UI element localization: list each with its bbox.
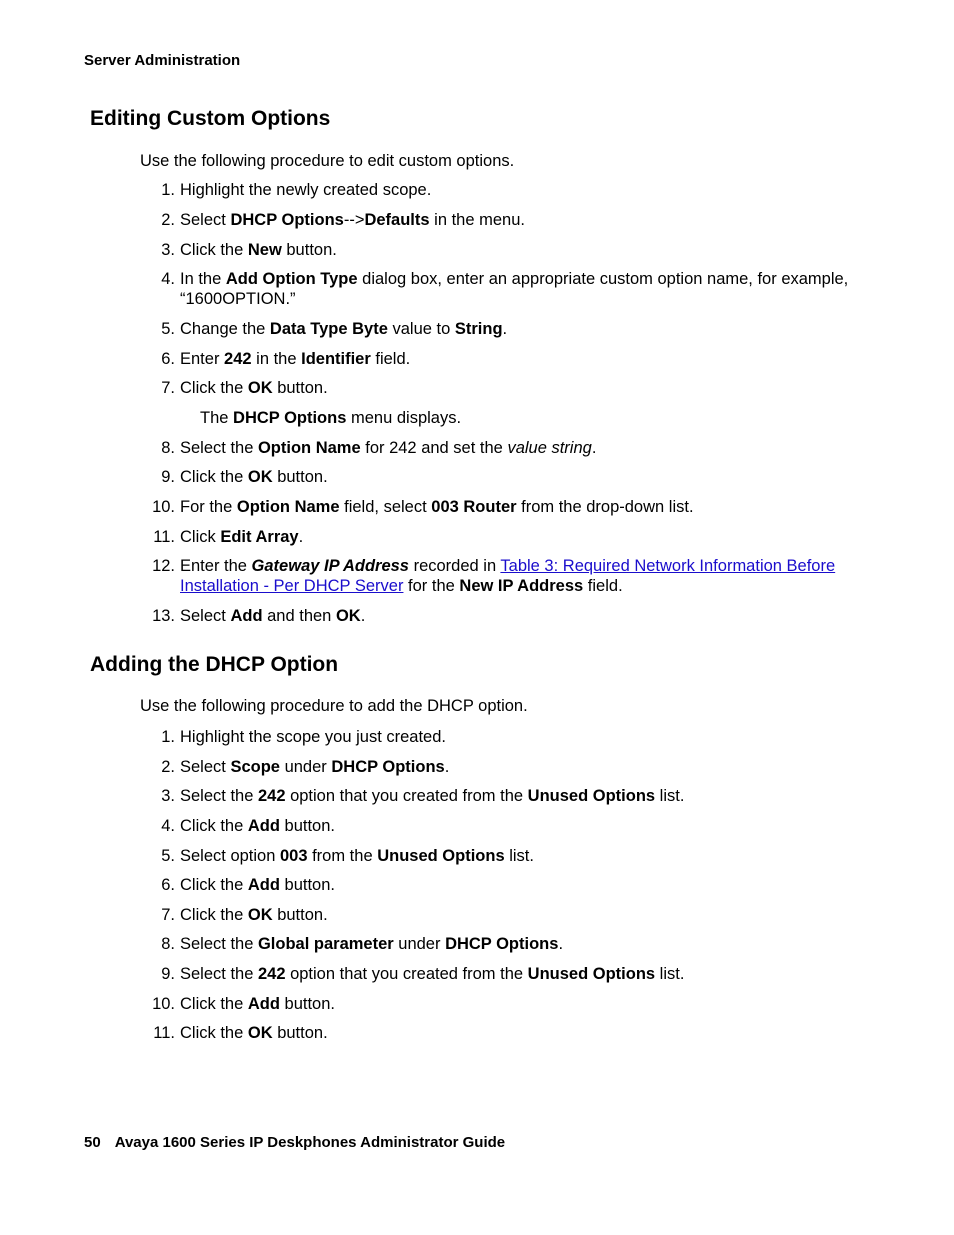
text-run: Select the <box>180 935 258 953</box>
text-run: . <box>298 528 304 546</box>
text-run: button. <box>281 241 337 259</box>
step-text <box>180 438 880 458</box>
bold-term: OK <box>247 1024 273 1042</box>
bold-term: OK <box>247 468 273 486</box>
text-run: Enter <box>180 350 225 368</box>
bold-term: OK <box>335 607 361 625</box>
step-number: 10. <box>152 995 175 1013</box>
bold-term: Scope <box>230 758 280 776</box>
text-run: --> <box>343 211 365 229</box>
step-text <box>180 846 880 866</box>
step-text <box>180 727 880 747</box>
text-run: value to <box>387 320 455 338</box>
text-run: Click the <box>180 379 248 397</box>
step-number: 4. <box>161 270 175 288</box>
text-run: Click the <box>180 995 248 1013</box>
text-run: Select the <box>180 965 258 983</box>
bold-term: Edit Array <box>220 528 299 546</box>
text-run: Select <box>180 607 231 625</box>
text-run: button. <box>279 876 335 894</box>
page-number: 50 <box>84 1134 101 1151</box>
page-footer <box>84 1134 505 1151</box>
text-run: field. <box>370 350 411 368</box>
text-run: Click the <box>180 906 248 924</box>
step-text <box>180 757 880 777</box>
bold-term: Identifier <box>301 350 371 368</box>
text-run: Click the <box>180 817 248 835</box>
text-run: under <box>279 758 332 776</box>
bold-term: New IP Address <box>459 577 584 595</box>
running-header: Server Administration <box>84 52 241 69</box>
text-run: menu displays. <box>346 409 462 427</box>
italic-term: value string <box>507 439 592 457</box>
step-number: 9. <box>161 468 175 486</box>
text-run: recorded in <box>408 557 501 575</box>
step-number: 13. <box>152 607 175 625</box>
text-run: list. <box>504 847 534 865</box>
text-run: field, select <box>339 498 432 516</box>
text-run: button. <box>272 906 328 924</box>
text-run: Select <box>180 758 231 776</box>
text-run: list. <box>655 965 685 983</box>
step-text <box>180 527 880 547</box>
text-run: In the <box>180 270 226 288</box>
step-number: 1. <box>161 181 175 199</box>
bold-term: New <box>247 241 282 259</box>
text-run: from the drop-down list. <box>516 498 694 516</box>
bold-term: 242 <box>257 787 286 805</box>
step-text <box>180 240 880 260</box>
bold-term: DHCP Options <box>230 211 344 229</box>
step-text <box>180 964 880 984</box>
text-run: button. <box>272 1024 328 1042</box>
bold-term: DHCP Options <box>331 758 445 776</box>
text-run: Click <box>180 528 221 546</box>
document-title: Avaya 1600 Series IP Deskphones Administrator Guide <box>114 1134 506 1151</box>
step-text <box>180 180 880 200</box>
text-run: button. <box>279 995 335 1013</box>
bold-term: DHCP Options <box>233 409 347 427</box>
step-number: 4. <box>161 817 175 835</box>
step-text <box>180 349 880 369</box>
text-run: Highlight the newly created scope. <box>180 181 432 199</box>
step-note <box>200 409 461 428</box>
bold-term: 242 <box>257 965 286 983</box>
bold-term: Unused Options <box>527 965 656 983</box>
step-number: 5. <box>161 320 175 338</box>
text-run: Select <box>180 211 231 229</box>
text-run: . <box>360 607 366 625</box>
bold-term: 003 Router <box>431 498 517 516</box>
step-number: 6. <box>161 350 175 368</box>
step-number: 8. <box>161 935 175 953</box>
bold-term: Unused Options <box>377 847 505 865</box>
text-run: list. <box>655 787 685 805</box>
step-text <box>180 905 880 925</box>
step-text <box>180 378 880 398</box>
step-text <box>180 556 880 596</box>
step-text <box>180 875 880 895</box>
text-run: Click the <box>180 468 248 486</box>
text-run: . <box>558 935 564 953</box>
bold-term: 003 <box>279 847 308 865</box>
bold-term: Add Option Type <box>225 270 358 288</box>
text-run: option that you created from the <box>285 965 528 983</box>
step-number: 7. <box>161 379 175 397</box>
step-number: 10. <box>152 498 175 516</box>
step-number: 1. <box>161 728 175 746</box>
step-text <box>180 934 880 954</box>
step-text <box>180 269 880 309</box>
text-run: . <box>444 758 450 776</box>
text-run: Click the <box>180 1024 248 1042</box>
text-run: field. <box>583 577 623 595</box>
bold-term: Global parameter <box>257 935 394 953</box>
text-run: Change the <box>180 320 270 338</box>
section-title: Adding the DHCP Option <box>90 653 339 676</box>
bold-term: DHCP Options <box>445 935 559 953</box>
text-run: and then <box>262 607 336 625</box>
step-number: 2. <box>161 758 175 776</box>
text-run: Click the <box>180 876 248 894</box>
step-text <box>180 210 880 230</box>
step-number: 8. <box>161 439 175 457</box>
bold-term: Option Name <box>257 439 361 457</box>
step-text <box>180 319 880 339</box>
step-number: 7. <box>161 906 175 924</box>
text-run: Enter the <box>180 557 252 575</box>
bold-term: OK <box>247 906 273 924</box>
text-run: option that you created from the <box>285 787 528 805</box>
step-number: 3. <box>161 241 175 259</box>
text-run: button. <box>279 817 335 835</box>
step-text <box>180 497 880 517</box>
bold-term: Gateway IP Address <box>251 557 409 575</box>
text-run: in the menu. <box>429 211 525 229</box>
step-text <box>180 786 880 806</box>
step-number: 2. <box>161 211 175 229</box>
bold-term: Add <box>247 876 280 894</box>
bold-term: Unused Options <box>527 787 656 805</box>
step-number: 9. <box>161 965 175 983</box>
bold-term: Add <box>247 995 280 1013</box>
step-text <box>180 606 880 626</box>
bold-term: Defaults <box>364 211 430 229</box>
section-title: Editing Custom Options <box>90 107 331 130</box>
bold-term: Add <box>247 817 280 835</box>
text-run: For the <box>180 498 237 516</box>
bold-term: String <box>454 320 503 338</box>
bold-term: 242 <box>224 350 252 368</box>
text-run: Select the <box>180 787 258 805</box>
step-text <box>180 994 880 1014</box>
section-intro: Use the following procedure to edit custom options. <box>140 152 515 170</box>
text-run: Click the <box>180 241 248 259</box>
section-intro: Use the following procedure to add the DHCP option. <box>140 697 528 715</box>
text-run: dialog box, enter an appropriate custom option name, for example, “1600OPTION.” <box>180 270 849 308</box>
step-number: 11. <box>153 1024 175 1042</box>
text-run: Select the <box>180 439 258 457</box>
step-number: 11. <box>153 528 175 546</box>
text-run: button. <box>272 379 328 397</box>
text-run: for the <box>403 577 460 595</box>
text-run: . <box>591 439 597 457</box>
bold-term: Option Name <box>236 498 340 516</box>
text-run: Highlight the scope you just created. <box>180 728 446 746</box>
step-number: 5. <box>161 847 175 865</box>
bold-term: OK <box>247 379 273 397</box>
text-run: under <box>393 935 446 953</box>
bold-term: Data Type Byte <box>269 320 388 338</box>
cross-reference-link[interactable]: Table 3: Required Network Information Before Installation - Per DHCP Server <box>180 557 836 595</box>
text-run: The <box>200 409 234 427</box>
step-text <box>180 816 880 836</box>
text-run: button. <box>272 468 328 486</box>
text-run: in the <box>251 350 302 368</box>
step-number: 12. <box>152 557 175 575</box>
step-text <box>180 467 880 487</box>
text-run: for 242 and set the <box>360 439 508 457</box>
bold-term: Add <box>230 607 263 625</box>
text-run: . <box>502 320 508 338</box>
step-number: 3. <box>161 787 175 805</box>
step-number: 6. <box>161 876 175 894</box>
step-text <box>180 1023 880 1043</box>
text-run: from the <box>307 847 378 865</box>
text-run: Select option <box>180 847 280 865</box>
